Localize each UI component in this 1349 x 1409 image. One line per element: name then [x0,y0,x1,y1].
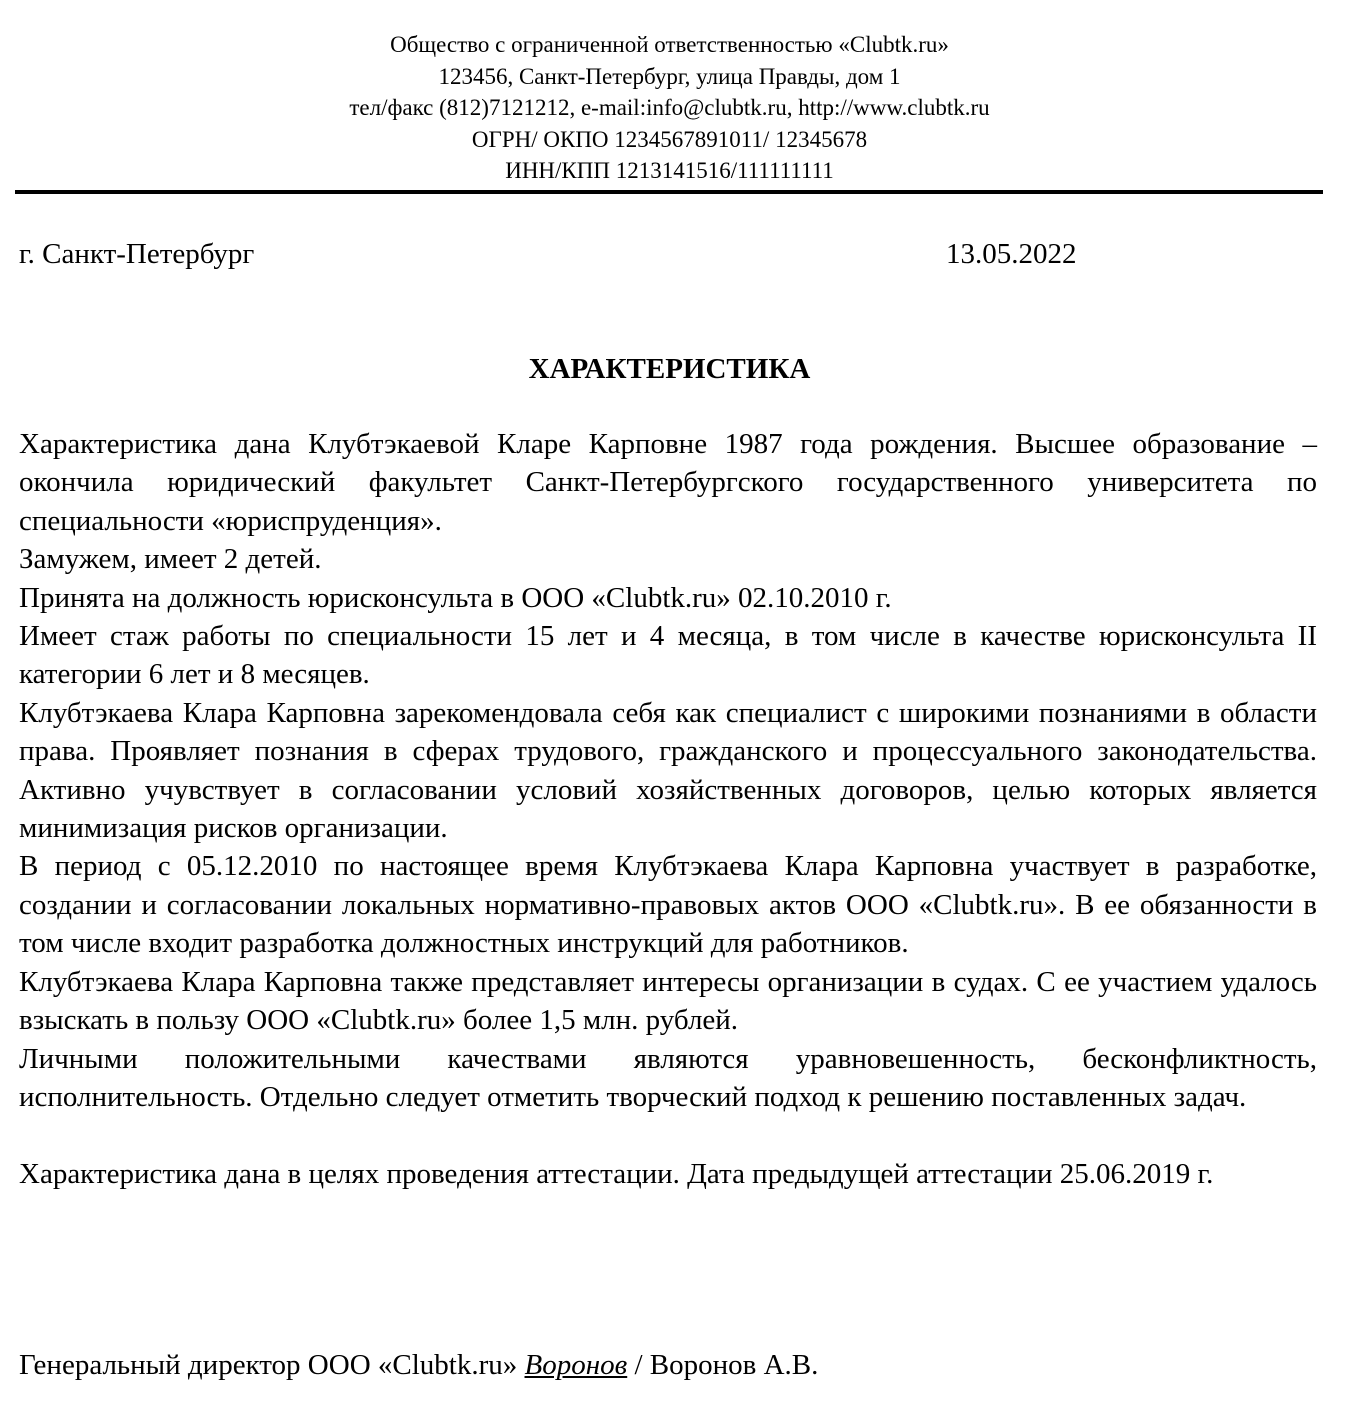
letterhead-divider [15,190,1323,194]
signatory-name: Воронов А.В. [649,1349,819,1381]
letterhead [0,29,1339,187]
company-ogrn-okpo: ОГРН/ ОКПО 1234567891011/ 12345678 [471,126,868,152]
company-contacts: тел/факс (812)7121212, e-mail:info@clubtk.ru, http://www.clubtk.ru [349,95,990,120]
paragraph-hire-date: Принята на должность юрисконсульта в ООО «Clubtk.ru» 02.10.2010 г. [19,581,892,614]
paragraph-family: Замужем, имеет 2 детей. [19,543,322,576]
paragraph-local-acts: В период с 05.12.2010 по настоящее время Клубтэкаева Клара Карповна участвует в разработке, создании и согласовании локальных нормативно-правовых актов ООО «Clubtk.ru». В ее обязанности в том числе входит разработка должностных инструкций для работников. [19,850,1317,960]
paragraph-expertise: Клубтэкаева Клара Карповна зарекомендовала себя как специалист с широкими познаниями в области права. Проявляет познания в сферах трудового, гражданского и процессуального законодательства. Активно учувствует в согласовании условий хозяйственных договоров, целью которых является минимизация рисков организации. [19,696,1317,845]
company-name: Общество с ограниченной ответственностью «Clubtk.ru» [390,32,949,57]
paragraph-purpose: Характеристика дана в целях проведения аттестации. Дата предыдущей аттестации 25.06.2019 г. [19,1157,1214,1190]
document-city: г. Санкт-Петербург [19,238,255,270]
document-date: 13.05.2022 [946,238,1077,270]
signature-separator: / [627,1349,650,1381]
paragraph-experience: Имеет стаж работы по специальности 15 лет и 4 месяца, в том числе в качестве юрисконсульта II категории 6 лет и 8 месяцев. [19,620,1317,691]
signatory-position: Генеральный директор ООО «Clubtk.ru» [19,1349,518,1381]
company-address: 123456, Санкт-Петербург, улица Правды, дом 1 [438,63,901,89]
signature-line [19,1346,818,1384]
document-title: ХАРАКТЕРИСТИКА [528,353,811,385]
paragraph-personal-qualities: Личными положительными качествами являются уравновешенность, бесконфликтность, исполнительность. Отдельно следует отметить творческий подход к решению поставленных задач. [19,1042,1317,1113]
place-date-line [19,234,1119,274]
paragraph-education: Характеристика дана Клубтэкаевой Кларе Карповне 1987 года рождения. Высшее образование – окончила юридический факультет Санкт-Петербургского государственного университета по специальности «юриспруденция». [19,428,1317,537]
document-body [19,425,1317,1193]
company-inn-kpp: ИНН/КПП 1213141516/111111111 [505,158,834,183]
paragraph-court: Клубтэкаева Клара Карповна также представляет интересы организации в судах. С ее участием удалось взыскать в пользу ООО «Clubtk.ru» более 1,5 млн. рублей. [19,965,1317,1037]
handwritten-signature: Воронов [524,1349,628,1381]
